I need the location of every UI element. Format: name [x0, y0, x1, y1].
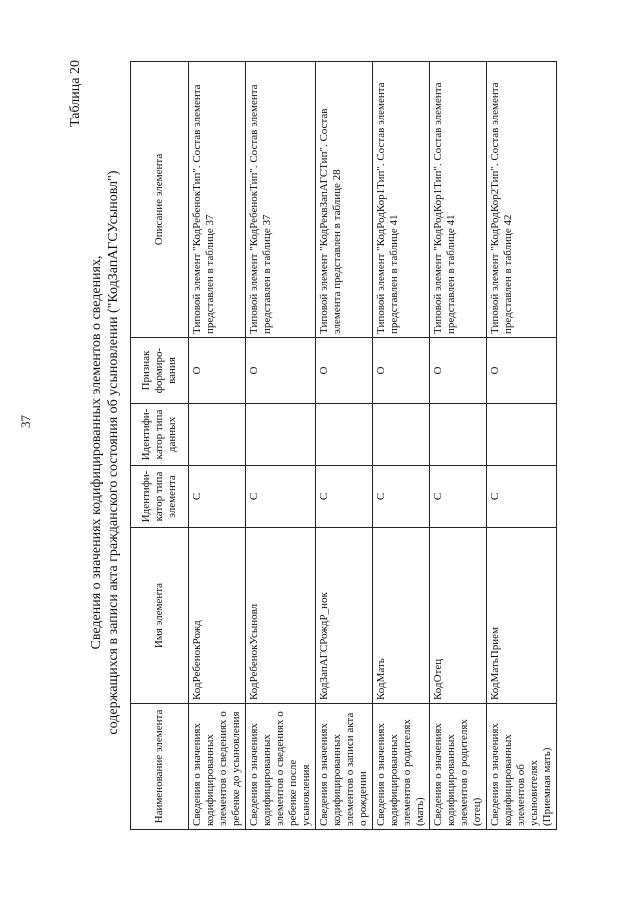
cell-data-type-id: [316, 404, 373, 466]
header-element-name: Имя элемента: [131, 528, 189, 704]
cell-description: Типовой элемент "КодРодКор2Тип". Состав элемента представлен в таблице 42: [487, 62, 557, 338]
cell-element-name: КодМатьПрием: [487, 528, 557, 704]
table-row: [373, 62, 430, 830]
page-number-wrap: [18, 412, 34, 452]
cell-data-type-id: [246, 404, 316, 466]
cell-sign: О: [487, 338, 557, 404]
cell-description: Типовой элемент "КодРебенокТип". Состав элемента представлен в таблице 37: [246, 62, 316, 338]
cell-type-id: С: [316, 466, 373, 528]
table-row: [430, 62, 487, 830]
table-row: [487, 62, 557, 830]
table-label: Таблица 20: [68, 60, 83, 127]
cell-element-name: КодРебенокРожд: [189, 528, 246, 704]
cell-description: Типовой элемент "КодРеквЗапАГСТип". Состав элемента представлен в таблице 28: [316, 62, 373, 338]
cell-sign: О: [373, 338, 430, 404]
cell-name: Сведения о значениях кодифицированных элементов об усыновителях (Приемная мать): [487, 704, 557, 830]
cell-sign: О: [189, 338, 246, 404]
cell-name: Сведения о значениях кодифицированных элементов о сведениях о ребенке до усыновления: [189, 704, 246, 830]
cell-sign: О: [430, 338, 487, 404]
header-sign: Признак формиро-вания: [131, 338, 189, 404]
page-title: [88, 60, 122, 845]
cell-data-type-id: [487, 404, 557, 466]
cell-description: Типовой элемент "КодРебенокТип". Состав элемента представлен в таблице 37: [189, 62, 246, 338]
header-description: Описание элемента: [131, 62, 189, 338]
cell-data-type-id: [373, 404, 430, 466]
cell-type-id: С: [246, 466, 316, 528]
cell-name: Сведения о значениях кодифицированных элементов о родителях (мать): [373, 704, 430, 830]
cell-element-name: КодЗапАГСРождР_нок: [316, 528, 373, 704]
table-row: [316, 62, 373, 830]
cell-data-type-id: [430, 404, 487, 466]
cell-element-name: КодРебенокУсыновл: [246, 528, 316, 704]
cell-data-type-id: [189, 404, 246, 466]
header-name: Наименование элемента: [131, 704, 189, 830]
cell-element-name: КодОтец: [430, 528, 487, 704]
cell-type-id: С: [373, 466, 430, 528]
cell-type-id: С: [487, 466, 557, 528]
title-line-2: содержащихся в записи акта гражданского состояния об усыновлении ("КодЗапАГСУсыновл"): [106, 170, 121, 735]
cell-name: Сведения о значениях кодифицированных элементов о сведениях о ребенке после усыновления: [246, 704, 316, 830]
cell-description: Типовой элемент "КодРодКор1Тип". Состав элемента представлен в таблице 41: [373, 62, 430, 338]
cell-sign: О: [246, 338, 316, 404]
cell-element-name: КодМать: [373, 528, 430, 704]
title-line-1: Сведения о значениях кодифицированных элементов о сведениях,: [89, 255, 104, 650]
header-data-type-id: Идентифи-катор типа данных: [131, 404, 189, 466]
elements-table: [130, 61, 557, 830]
header-type-id: Идентифи-катор типа элемента: [131, 466, 189, 528]
table-row: [246, 62, 316, 830]
page-number: 37: [18, 415, 33, 428]
cell-type-id: С: [430, 466, 487, 528]
cell-description: Типовой элемент "КодРодКор1Тип". Состав элемента представлен в таблице 41: [430, 62, 487, 338]
cell-type-id: С: [189, 466, 246, 528]
cell-name: Сведения о значениях кодифицированных элементов о записи акта о рождении: [316, 704, 373, 830]
table-header-row: [131, 62, 189, 830]
table-row: [189, 62, 246, 830]
cell-name: Сведения о значениях кодифицированных элементов о родителях (отец): [430, 704, 487, 830]
cell-sign: О: [316, 338, 373, 404]
